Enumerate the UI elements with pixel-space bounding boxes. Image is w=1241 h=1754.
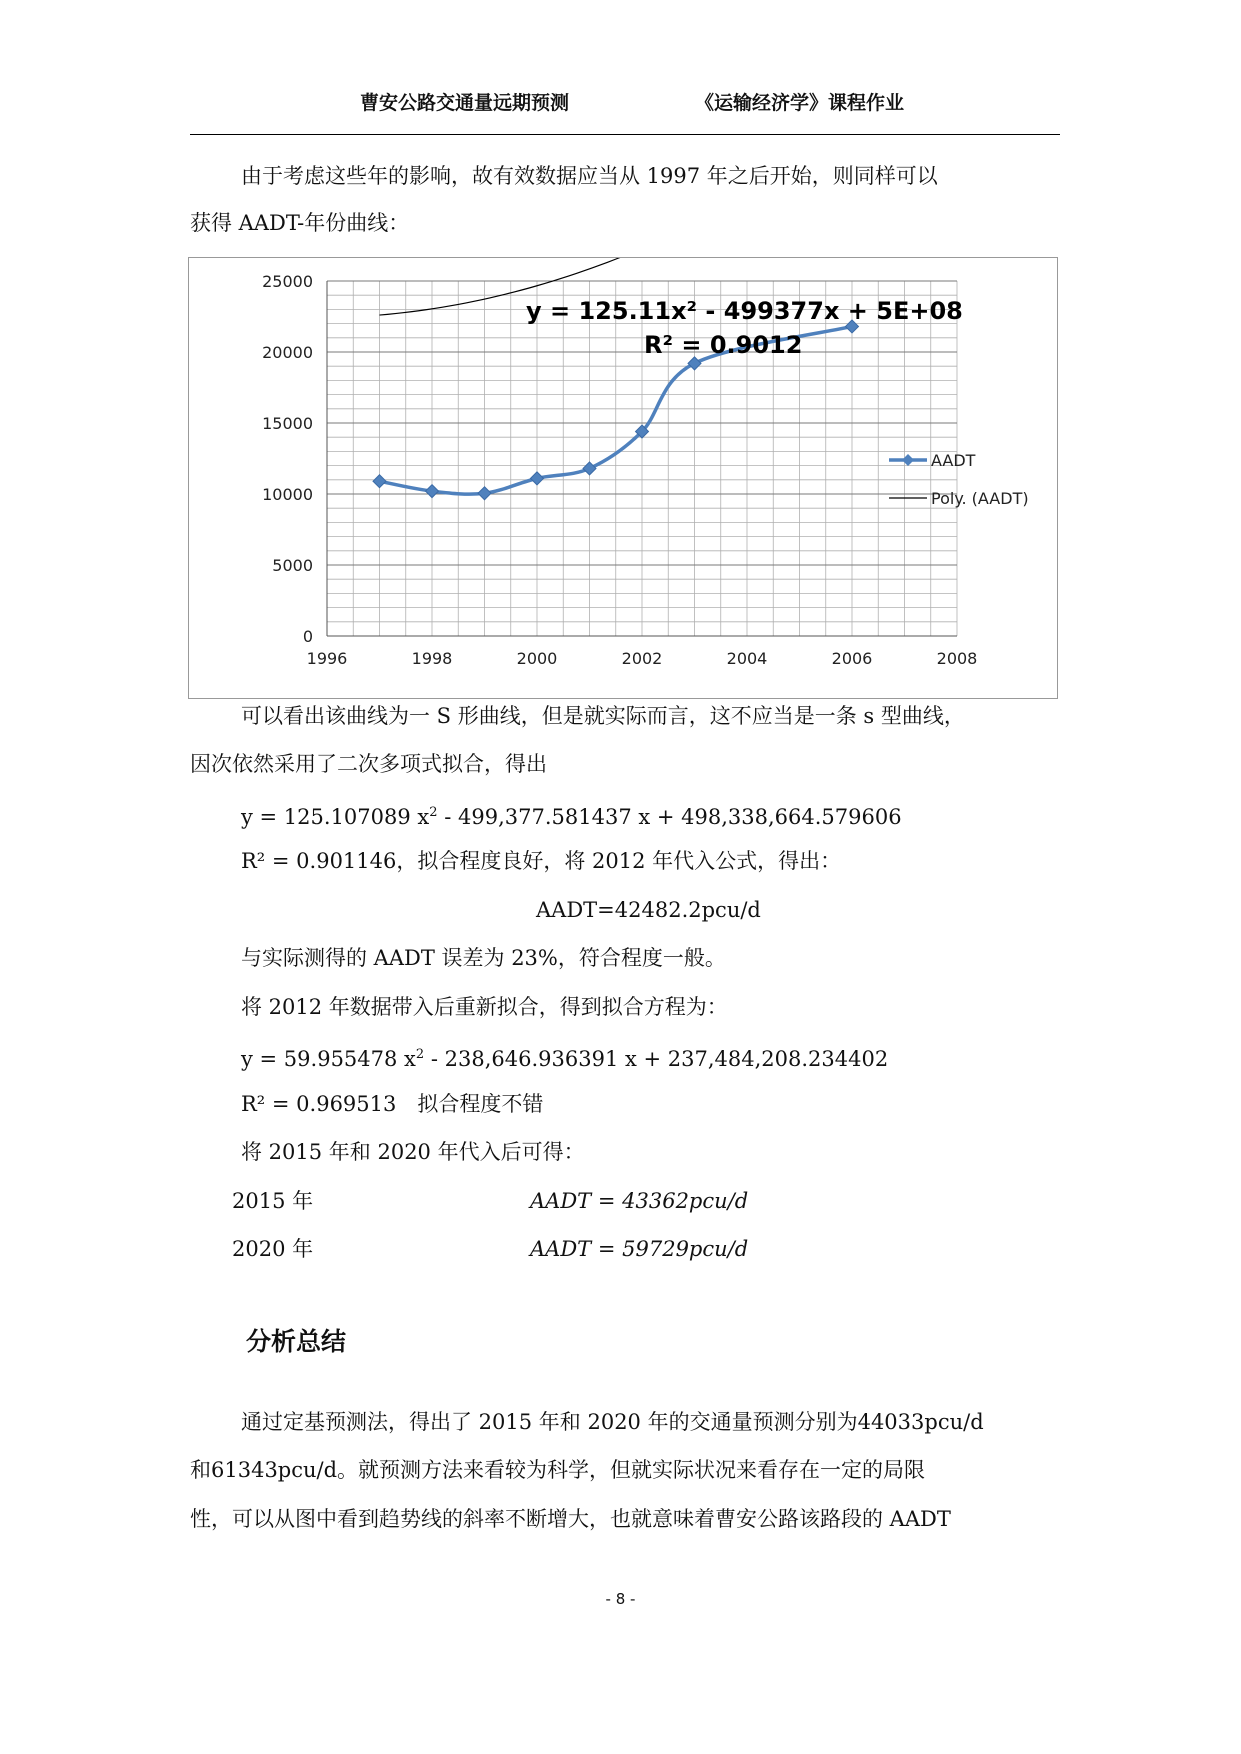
x-tick-label: 1996: [306, 649, 348, 668]
r-squared-1: R² = 0.901146，拟合程度良好，将 2012 年代入公式，得出：: [241, 849, 842, 873]
header-left-title: 曹安公路交通量远期预测: [360, 92, 570, 114]
legend-aadt-label: AADT: [931, 451, 976, 470]
page-number: - 8 -: [605, 1590, 636, 1608]
page-header: [190, 88, 1060, 118]
equation-2: y = 59.955478 $x^2 - 238,646.936391$ x + 237,484,208.234402: [241, 1047, 889, 1071]
x-tick-label: 2006: [831, 649, 873, 668]
y-tick-label: 20000: [262, 343, 313, 362]
paragraph-line: 因次依然采用了二次多项式拟合，得出: [190, 752, 547, 776]
paragraph-line: 可以看出该曲线为一 S 形曲线，但是就实际而言，这不应当是一条 s 型曲线，: [241, 704, 965, 728]
summary-line: 和61343pcu/d。就预测方法来看较为科学，但就实际状况来看存在一定的局限: [190, 1458, 926, 1482]
x-tick-label: 1998: [411, 649, 453, 668]
aadt-chart: [188, 257, 1058, 699]
summary-line: 性，可以从图中看到趋势线的斜率不断增大，也就意味着曹安公路该路段的 AADT: [190, 1507, 951, 1531]
section-title: 分析总结: [246, 1327, 347, 1356]
aadt-point: [531, 472, 544, 485]
x-tick-label: 2004: [726, 649, 768, 668]
paragraph-line: 获得 AADT-年份曲线：: [190, 211, 410, 235]
aadt-2012-result: AADT=42482.2pcu/d: [536, 898, 761, 922]
aadt-point: [426, 485, 439, 498]
equation-1: y = 125.107089 $x^2 - 499,377.581437$ x + 498,338,664.579606: [241, 805, 902, 829]
y-tick-label: 25000: [262, 272, 313, 291]
y-tick-label: 10000: [262, 485, 313, 504]
trend-equation-label: y = 125.11x² - 499377x + 5E+08: [526, 297, 963, 325]
value-2020: AADT = 59729pcu/d: [530, 1237, 749, 1261]
header-rule: [190, 134, 1060, 135]
summary-line: 通过定基预测法，得出了 2015 年和 2020 年的交通量预测分别为44033pcu/d: [241, 1410, 984, 1434]
y-tick-label: 5000: [272, 556, 313, 575]
r-squared-label: R² = 0.9012: [644, 331, 803, 359]
year-2015-label: 2015 年: [232, 1189, 314, 1213]
r-squared-2: R² = 0.969513 拟合程度不错: [241, 1092, 544, 1116]
x-tick-label: 2000: [516, 649, 558, 668]
legend-aadt-marker: [902, 454, 914, 466]
x-tick-label: 2002: [621, 649, 663, 668]
substitute-line: 将 2015 年和 2020 年代入后可得：: [241, 1140, 585, 1164]
error-line: 与实际测得的 AADT 误差为 23%，符合程度一般。: [241, 946, 726, 970]
aadt-point: [583, 462, 596, 475]
aadt-point: [373, 475, 386, 488]
chart-svg: [189, 258, 1057, 698]
aadt-point: [478, 487, 491, 500]
header-right-title: 《运输经济学》课程作业: [695, 92, 905, 114]
year-2020-label: 2020 年: [232, 1237, 314, 1261]
value-2015: AADT = 43362pcu/d: [530, 1189, 749, 1213]
paragraph-line: 由于考虑这些年的影响，故有效数据应当从 1997 年之后开始，则同样可以: [241, 164, 938, 188]
refit-line: 将 2012 年数据带入后重新拟合，得到拟合方程为：: [241, 995, 728, 1019]
legend-poly-label: Poly. (AADT): [931, 489, 1029, 508]
y-tick-label: 0: [302, 627, 313, 646]
y-tick-label: 15000: [262, 414, 313, 433]
x-tick-label: 2008: [936, 649, 978, 668]
